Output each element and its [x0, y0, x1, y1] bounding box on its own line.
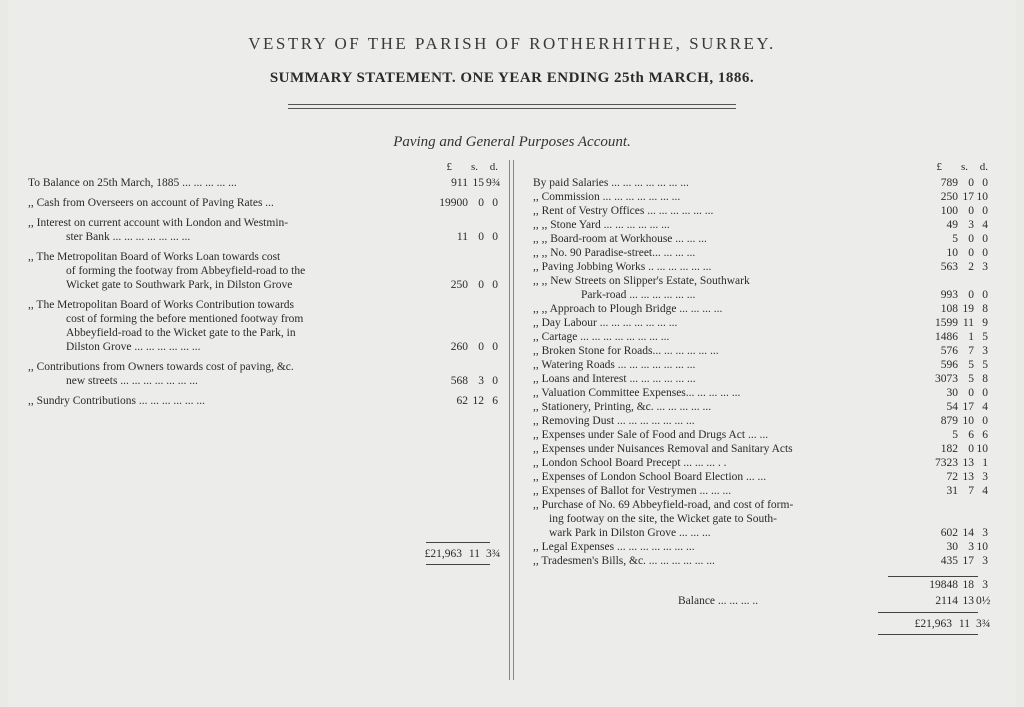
payment-shillings: 0 [968, 205, 974, 217]
receipt-entry-line: ,, Contributions from Owners towards cost of paving, &c. [28, 361, 294, 373]
receipt-entry-text [28, 250, 398, 292]
total-rule-bottom [426, 564, 490, 565]
total-pounds: £21,963 [424, 548, 462, 560]
subtotal-pounds: 19848 [929, 579, 958, 591]
payment-entry [533, 176, 988, 190]
payment-entry [533, 400, 988, 414]
payment-entry-line: ,, London School Board Precept ... ... ... . . [533, 457, 727, 469]
payment-pence: 0 [982, 177, 988, 189]
pounds-header: £ [446, 161, 452, 173]
payment-amount [912, 414, 988, 428]
receipt-entry-line: Abbeyfield-road to the Wicket gate to the Park, in [66, 327, 296, 339]
subtotal-rule [888, 576, 978, 577]
payment-shillings: 0 [968, 247, 974, 259]
payment-entry-line: By paid Salaries ... ... ... ... ... ... ... [533, 177, 689, 189]
shillings-header: s. [470, 161, 478, 173]
payments-total-area [533, 568, 991, 648]
subtotal-pence: 3 [982, 579, 988, 591]
payment-pounds: 596 [940, 359, 958, 371]
payment-pence: 3 [982, 345, 988, 357]
payment-entry-line: ,, Tradesmen's Bills, &c. ... ... ... ... ... ... [533, 555, 715, 567]
payment-entry-line: ,, Expenses of Ballot for Vestrymen ... ... ... [533, 485, 732, 497]
title-rule-double [288, 108, 736, 109]
receipt-entry-line: cost of forming the before mentioned footway from [66, 313, 304, 325]
receipt-amount [422, 340, 498, 354]
receipt-entry [28, 176, 501, 190]
receipt-entry [28, 298, 498, 354]
receipt-entry-text [28, 394, 398, 408]
payment-pounds: 30 [946, 387, 958, 399]
payment-entry-line: ,, Paving Jobbing Works .. ... ... ... ... ... [533, 261, 712, 273]
receipt-entry-line: Wicket gate to Southwark Park, in Dilston Grove [66, 279, 293, 291]
receipt-amount [422, 394, 498, 408]
payment-pounds: 1486 [935, 331, 958, 343]
payment-amount [912, 554, 988, 568]
receipts-total-area [28, 414, 501, 564]
payment-pence: 3 [982, 555, 988, 567]
receipts-money-header [28, 160, 498, 176]
payment-entry-text [533, 316, 888, 330]
payment-entry [533, 190, 988, 204]
payment-shillings: 6 [968, 429, 974, 441]
document-title: VESTRY OF THE PARISH OF ROTHERHITHE, SURREY. [248, 34, 776, 53]
payment-entry-line: ,, Legal Expenses ... ... ... ... ... ... ... [533, 541, 695, 553]
receipt-entry-line: ,, Cash from Overseers on account of Paving Rates ... [28, 197, 274, 209]
receipt-shillings: 12 [472, 395, 484, 407]
payment-pence: 8 [982, 303, 988, 315]
payment-amount [912, 400, 988, 414]
payment-entry-line: ,, ,, No. 90 Paradise-street... ... ... ... [533, 247, 696, 259]
payment-entry [533, 414, 988, 428]
payment-amount [912, 456, 988, 470]
payment-amount [912, 526, 988, 540]
payment-amount [912, 232, 988, 246]
receipt-pence: 9¾ [486, 177, 501, 189]
payment-pence: 4 [982, 485, 988, 497]
payment-amount [912, 540, 988, 554]
payment-shillings: 13 [962, 457, 974, 469]
payment-pence: 10 [976, 191, 988, 203]
payment-amount [912, 428, 988, 442]
payment-entry-line: ,, Rent of Vestry Offices ... ... ... ... ... ... [533, 205, 714, 217]
payment-entry-text [533, 204, 888, 218]
receipt-entry-text [28, 196, 398, 210]
receipt-shillings: 0 [478, 197, 484, 209]
payment-entry-line: ,, Cartage ... ... ... ... ... ... ... ... [533, 331, 670, 343]
payment-entry-text [533, 218, 888, 232]
receipt-entry [28, 216, 498, 244]
payment-entry-line: ,, ,, Stone Yard ... ... ... ... ... ... [533, 219, 670, 231]
payment-pounds: 49 [946, 219, 958, 231]
payment-pence: 5 [982, 331, 988, 343]
column-divider [509, 160, 510, 680]
payment-amount [912, 302, 988, 316]
payment-pence: 0 [982, 233, 988, 245]
payment-pounds: 1599 [935, 317, 958, 329]
payment-pence: 8 [982, 373, 988, 385]
payment-shillings: 0 [968, 177, 974, 189]
receipt-entry-text [28, 216, 398, 244]
receipt-amount [422, 196, 498, 210]
payments-money-header [533, 160, 988, 176]
payment-shillings: 11 [962, 317, 974, 329]
total-shillings: 11 [468, 548, 480, 560]
balance-pence: 0½ [976, 595, 991, 607]
total-rule [426, 542, 490, 543]
payment-amount [912, 386, 988, 400]
payment-amount [912, 204, 988, 218]
payments-total-row [533, 617, 991, 631]
payment-pounds: 789 [940, 177, 958, 189]
account-title: Paving and General Purposes Account. [393, 134, 631, 150]
payment-shillings: 7 [968, 485, 974, 497]
receipt-pence: 0 [492, 279, 498, 291]
payment-entry [533, 218, 988, 232]
payment-entry-line: ,, Purchase of No. 69 Abbeyfield-road, and cost of form- [533, 499, 794, 511]
payment-entry [533, 344, 988, 358]
payment-pence: 1 [982, 457, 988, 469]
payment-amount [912, 442, 988, 456]
payment-shillings: 5 [968, 359, 974, 371]
receipt-pence: 0 [492, 341, 498, 353]
payment-shillings: 17 [962, 401, 974, 413]
payment-entry-text [533, 414, 888, 428]
receipt-pounds: 260 [450, 341, 468, 353]
payment-pounds: 54 [946, 401, 958, 413]
payment-entry-text [533, 498, 888, 540]
payment-entry-text [533, 190, 888, 204]
payment-shillings: 0 [968, 443, 974, 455]
payment-entry [533, 498, 988, 540]
payment-amount [912, 246, 988, 260]
receipt-entry-line: ster Bank ... ... ... ... ... ... ... [66, 231, 191, 243]
balance-label: Balance ... ... ... .. [678, 595, 759, 607]
payment-pence: 3 [982, 471, 988, 483]
payment-pounds: 10 [946, 247, 958, 259]
payment-pounds: 5 [952, 429, 958, 441]
payment-entry-text [533, 358, 888, 372]
payment-pence: 9 [982, 317, 988, 329]
payment-entry-text [533, 274, 888, 302]
receipt-entry-text [28, 298, 398, 354]
receipt-shillings: 3 [478, 375, 484, 387]
payment-entry-line: ,, Commission ... ... ... ... ... ... ... [533, 191, 681, 203]
payment-entry [533, 260, 988, 274]
receipt-pounds: 911 [451, 177, 468, 189]
receipt-pence: 6 [492, 395, 498, 407]
payment-entry-text [533, 428, 888, 442]
payment-pounds: 31 [946, 485, 958, 497]
payment-shillings: 17 [962, 555, 974, 567]
payment-shillings: 7 [968, 345, 974, 357]
payment-pence: 5 [982, 359, 988, 371]
payment-shillings: 14 [962, 527, 974, 539]
receipt-pounds: 19900 [439, 197, 468, 209]
balance-shillings: 13 [962, 595, 974, 607]
payment-entry-line: ,, ,, Board-room at Workhouse ... ... ... [533, 233, 707, 245]
payment-entry-line: wark Park in Dilston Grove ... ... ... [549, 527, 711, 539]
receipt-amount [422, 176, 501, 190]
payment-entry-line: Park-road ... ... ... ... ... ... [581, 289, 696, 301]
payment-pence: 0 [982, 205, 988, 217]
payment-entry-text [533, 260, 888, 274]
payment-shillings: 3 [968, 219, 974, 231]
payment-entry-text [533, 540, 888, 554]
payment-shillings: 13 [962, 471, 974, 483]
payment-amount [912, 218, 988, 232]
payment-pounds: 5 [952, 233, 958, 245]
document-subtitle: SUMMARY STATEMENT. ONE YEAR ENDING 25th MARCH, 1886. [269, 70, 755, 86]
payments-subtotal-row [533, 578, 988, 592]
payment-entry [533, 274, 988, 302]
payment-amount [912, 344, 988, 358]
receipt-shillings: 0 [478, 279, 484, 291]
payment-shillings: 10 [962, 415, 974, 427]
payment-shillings: 1 [968, 331, 974, 343]
payment-pounds: 602 [940, 527, 958, 539]
payment-amount [912, 316, 988, 330]
balance-pounds: 2114 [935, 595, 958, 607]
payment-entry-text [533, 344, 888, 358]
payment-pence: 6 [982, 429, 988, 441]
payment-pence: 3 [982, 261, 988, 273]
payment-pounds: 250 [940, 191, 958, 203]
payment-pounds: 108 [940, 303, 958, 315]
receipt-entry-line: ,, The Metropolitan Board of Works Contribution towards [28, 299, 294, 311]
total-rule-bottom [878, 634, 978, 635]
receipts-list [28, 176, 501, 408]
payment-amount [912, 190, 988, 204]
title-rule [288, 104, 736, 105]
payment-entry-line: ,, Watering Roads ... ... ... ... ... ... ... [533, 359, 696, 371]
receipt-pence: 0 [492, 197, 498, 209]
payment-entry-line: ,, ,, Approach to Plough Bridge ... ... ... ... [533, 303, 723, 315]
payment-entry [533, 456, 988, 470]
payments-list [533, 176, 988, 568]
payment-entry-text [533, 470, 888, 484]
total-pence: 3¾ [486, 548, 501, 560]
receipt-amount [422, 278, 498, 292]
payment-shillings: 0 [968, 387, 974, 399]
receipt-shillings: 0 [478, 231, 484, 243]
payment-entry-line: ,, Loans and Interest ... ... ... ... ... ... [533, 373, 696, 385]
payment-entry-line: ,, Expenses under Sale of Food and Drugs Act ... ... [533, 429, 769, 441]
payment-pence: 0 [982, 415, 988, 427]
balance-row [533, 594, 991, 608]
receipt-entry-line: Dilston Grove ... ... ... ... ... ... [66, 341, 201, 353]
receipt-shillings: 15 [472, 177, 484, 189]
payment-pence: 0 [982, 387, 988, 399]
payment-shillings: 17 [962, 191, 974, 203]
receipt-entry-text [28, 176, 398, 190]
payment-entry-text [533, 372, 888, 386]
payment-entry-line: ,, Valuation Committee Expenses... ... ... ... ... [533, 387, 741, 399]
receipt-amount [422, 230, 498, 244]
receipts-total-row [28, 547, 501, 561]
receipt-entry-line: of forming the footway from Abbeyfield-road to the [66, 265, 306, 277]
payment-pence: 10 [976, 541, 988, 553]
receipt-entry-line: ,, The Metropolitan Board of Works Loan towards cost [28, 251, 281, 263]
receipt-entry-line: To Balance on 25th March, 1885 ... ... ... ... ... [28, 177, 237, 189]
payment-entry-line: ,, Expenses of London School Board Election ... ... [533, 471, 767, 483]
payment-entry-text [533, 176, 888, 190]
receipt-entry [28, 360, 498, 388]
payment-pounds: 993 [940, 289, 958, 301]
payment-entry-text [533, 400, 888, 414]
payment-amount [912, 470, 988, 484]
payment-entry [533, 302, 988, 316]
receipt-entry-line: ,, Sundry Contributions ... ... ... ... ... ... [28, 395, 205, 407]
payment-pounds: 576 [940, 345, 958, 357]
payment-entry [533, 540, 988, 554]
payment-entry-line: ,, Expenses under Nuisances Removal and Sanitary Acts [533, 443, 793, 455]
payment-shillings: 19 [962, 303, 974, 315]
payment-entry-text [533, 386, 888, 400]
payment-entry [533, 386, 988, 400]
receipt-entry-text [28, 360, 398, 388]
payment-pounds: 435 [940, 555, 958, 567]
receipt-pounds: 250 [450, 279, 468, 291]
payment-pence: 4 [982, 219, 988, 231]
pence-header: d. [979, 161, 988, 173]
payment-entry-text [533, 246, 888, 260]
payment-entry [533, 358, 988, 372]
payment-pounds: 30 [946, 541, 958, 553]
payment-pounds: 563 [940, 261, 958, 273]
payment-entry [533, 442, 988, 456]
payment-entry-line: ,, Stationery, Printing, &c. ... ... ... ... ... [533, 401, 712, 413]
payment-amount [912, 330, 988, 344]
payment-amount [912, 372, 988, 386]
receipt-amount [422, 374, 498, 388]
payment-entry [533, 232, 988, 246]
payment-entry [533, 316, 988, 330]
total-rule [878, 612, 978, 613]
receipt-entry [28, 196, 498, 210]
payment-entry-text [533, 456, 888, 470]
shillings-header: s. [960, 161, 968, 173]
payment-pounds: 7323 [935, 457, 958, 469]
payment-entry-text [533, 232, 888, 246]
receipt-pence: 0 [492, 375, 498, 387]
receipt-shillings: 0 [478, 341, 484, 353]
pounds-header: £ [936, 161, 942, 173]
payment-amount [912, 176, 988, 190]
payment-entry [533, 484, 988, 498]
payment-entry [533, 204, 988, 218]
payments-column [533, 160, 991, 648]
payment-entry-line: ,, Day Labour ... ... ... ... ... ... ... [533, 317, 678, 329]
payment-pence: 3 [982, 527, 988, 539]
payment-entry [533, 330, 988, 344]
payment-pounds: 182 [940, 443, 958, 455]
payment-entry-line: ,, Broken Stone for Roads... ... ... ... ... ... [533, 345, 719, 357]
receipt-entry [28, 394, 498, 408]
pence-header: d. [489, 161, 498, 173]
total-pounds: £21,963 [914, 618, 952, 630]
receipts-column [28, 160, 501, 564]
receipt-pounds: 11 [456, 231, 468, 243]
receipt-entry-line: ,, Interest on current account with London and Westmin- [28, 217, 289, 229]
payment-entry-line: ,, Removing Dust ... ... ... ... ... ... ... [533, 415, 695, 427]
payment-amount [912, 358, 988, 372]
receipt-entry-line: new streets ... ... ... ... ... ... ... [66, 375, 198, 387]
column-divider-double [513, 160, 514, 680]
payment-pounds: 879 [940, 415, 958, 427]
subtotal-shillings: 18 [962, 579, 974, 591]
payment-entry [533, 554, 988, 568]
payment-entry-text [533, 484, 888, 498]
payment-pence: 0 [982, 247, 988, 259]
payment-shillings: 5 [968, 373, 974, 385]
payment-amount [912, 484, 988, 498]
payment-entry [533, 470, 988, 484]
payment-pence: 0 [982, 289, 988, 301]
payment-entry-line: ing footway on the site, the Wicket gate to South- [549, 513, 778, 525]
payment-entry [533, 428, 988, 442]
payment-shillings: 2 [968, 261, 974, 273]
payment-shillings: 3 [968, 541, 974, 553]
payment-shillings: 0 [968, 233, 974, 245]
payment-pence: 4 [982, 401, 988, 413]
payment-entry-text [533, 302, 888, 316]
payment-entry-text [533, 554, 888, 568]
receipt-pounds: 62 [456, 395, 468, 407]
receipt-pounds: 568 [450, 375, 468, 387]
payment-entry-text [533, 442, 888, 456]
payment-pounds: 72 [946, 471, 958, 483]
total-pence: 3¾ [976, 618, 991, 630]
payment-entry [533, 246, 988, 260]
total-shillings: 11 [958, 618, 970, 630]
receipt-entry [28, 250, 498, 292]
payment-entry-text [533, 330, 888, 344]
payment-shillings: 0 [968, 289, 974, 301]
payment-pence: 10 [976, 443, 988, 455]
payment-amount [912, 260, 988, 274]
payment-pounds: 3073 [935, 373, 958, 385]
payment-entry-line: ,, ,, New Streets on Slipper's Estate, Southwark [533, 275, 750, 287]
payment-entry [533, 372, 988, 386]
payment-pounds: 100 [940, 205, 958, 217]
payment-amount [912, 288, 988, 302]
receipt-pence: 0 [492, 231, 498, 243]
